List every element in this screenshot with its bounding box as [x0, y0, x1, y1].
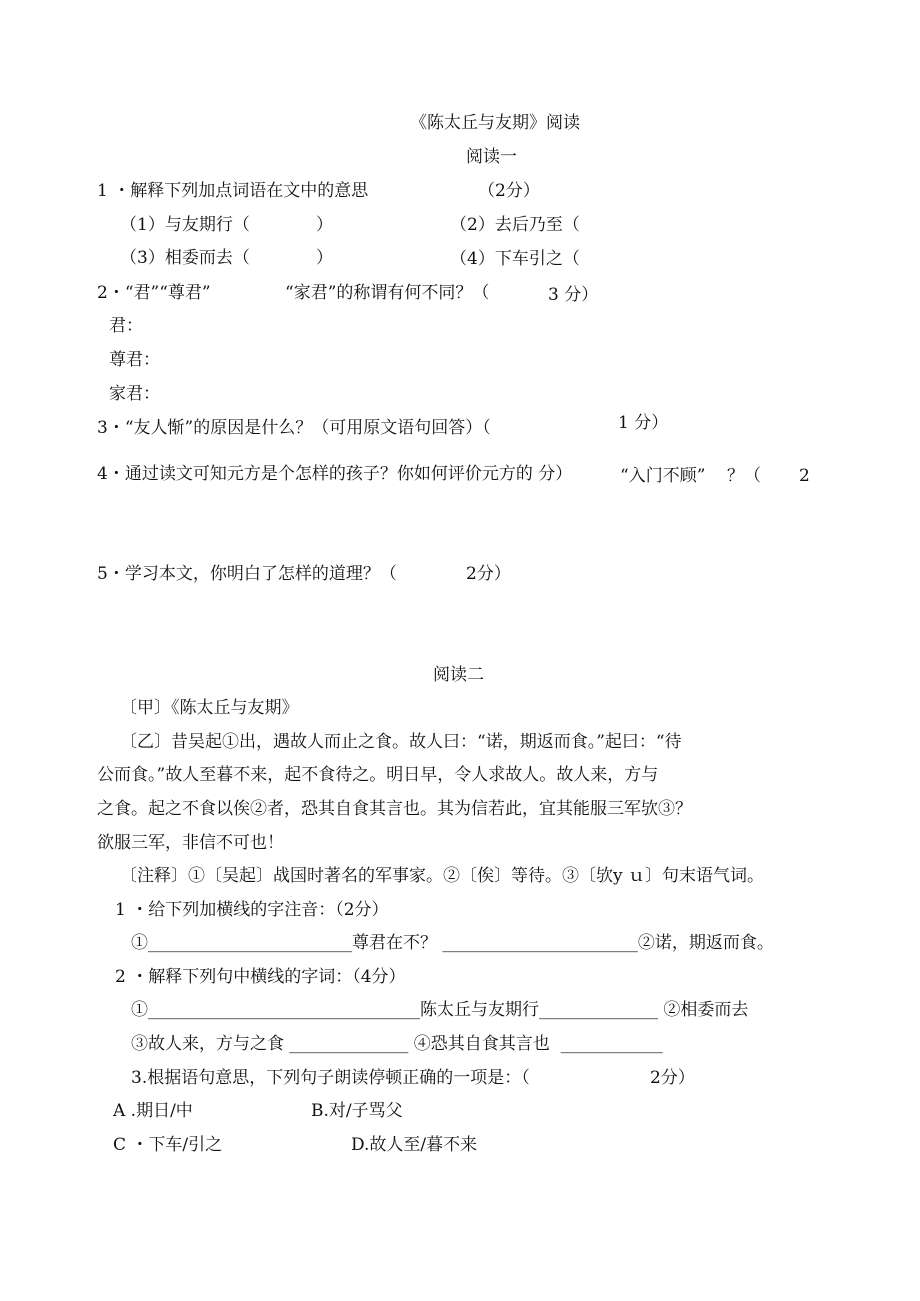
- q2-answer-zunjun: 尊君：: [109, 350, 160, 370]
- q5-score: 2分）: [466, 564, 511, 584]
- passage-yi-line-2: 公而食。”故人至暮不来，起不食待之。明日早，令人求故人。故人来，方与: [97, 765, 659, 785]
- q5-prompt: 5・学习本文，你明白了怎样的道理？（: [97, 564, 397, 584]
- q4-prompt: 4・通过读文可知元方是个怎样的孩子？你如何评价元方的 分）: [97, 464, 573, 484]
- r2-q2-line-2: ③故人来，方与之食 ______________ ④恐其自食其言也 ____________: [131, 1034, 663, 1054]
- r2-q3-option-b: B.对/子骂父: [311, 1101, 403, 1121]
- q2-prompt-cont: “家君”的称谓有何不同？（: [285, 283, 490, 303]
- q4-score-number: 2: [799, 466, 810, 486]
- r2-q3-option-a: A .期日/中: [113, 1101, 193, 1121]
- q1-item-1: （1）与友期行（: [120, 215, 250, 235]
- q1-item-4: （4）下车引之（: [450, 249, 580, 269]
- annotation-note: 〔注释〕①〔吴起〕战国时著名的军事家。②〔俟〕等待。③〔欤y ｕ〕句末语气词。: [120, 866, 765, 886]
- r2-q1-prompt: 1 ・给下列加横线的字注音：（2分）: [115, 900, 389, 920]
- q3-score: 1 分）: [618, 413, 669, 433]
- r2-q3-option-c: C ・下车/引之: [113, 1135, 223, 1155]
- r2-q2-line-1: ①________________________________陈太丘与友期行______________ ②相委而去: [131, 1000, 749, 1020]
- q2-prompt: 2・“君”“尊君”: [97, 283, 211, 303]
- reading2-heading: 阅读二: [433, 665, 484, 685]
- q2-score: 3 分）: [548, 285, 599, 305]
- q2-answer-jiajun: 家君：: [109, 384, 160, 404]
- r2-q3-option-d: D.故人至/暮不来: [351, 1135, 478, 1155]
- q4-quote: “入门不顾”: [620, 466, 706, 486]
- passage-yi-line-4: 欲服三军，非信不可也！: [97, 833, 284, 853]
- reading1-heading: 阅读一: [466, 147, 517, 167]
- q1-score: （2分）: [478, 181, 540, 201]
- r2-q3-prompt: 3.根据语句意思，下列句子朗读停顿正确的一项是：（: [131, 1068, 530, 1088]
- q1-item-3-close: ）: [316, 248, 333, 268]
- q1-prompt: 1 ・解释下列加点词语在文中的意思: [97, 181, 369, 201]
- q2-answer-jun: 君：: [109, 316, 143, 336]
- page-title: 《陈太丘与友期》阅读: [410, 113, 580, 133]
- q3-prompt: 3・“友人惭”的原因是什么？（可用原文语句回答）（: [97, 418, 491, 438]
- passage-yi-line-3: 之食。起之不食以俟②者，恐其自食其言也。其为信若此，宜其能服三军欤③？: [97, 799, 692, 819]
- passage-jia: 〔甲〕《陈太丘与友期》: [120, 698, 299, 718]
- q4-paren: ？（: [727, 466, 761, 486]
- r2-q1-line: ①________________________尊君在不？ _______________________②诺，期返而食。: [131, 933, 774, 953]
- passage-yi-line-1: 〔乙〕昔吴起①出，遇故人而止之食。故人曰：“诺，期返而食。”起曰：“待: [120, 732, 682, 752]
- q1-item-3: （3）相委而去（: [120, 248, 250, 268]
- r2-q2-prompt: 2 ・解释下列句中横线的字词：（4分）: [115, 967, 406, 987]
- r2-q3-score: 2分）: [650, 1068, 695, 1088]
- q1-item-1-close: ）: [316, 215, 333, 235]
- q1-item-2: （2）去后乃至（: [450, 215, 580, 235]
